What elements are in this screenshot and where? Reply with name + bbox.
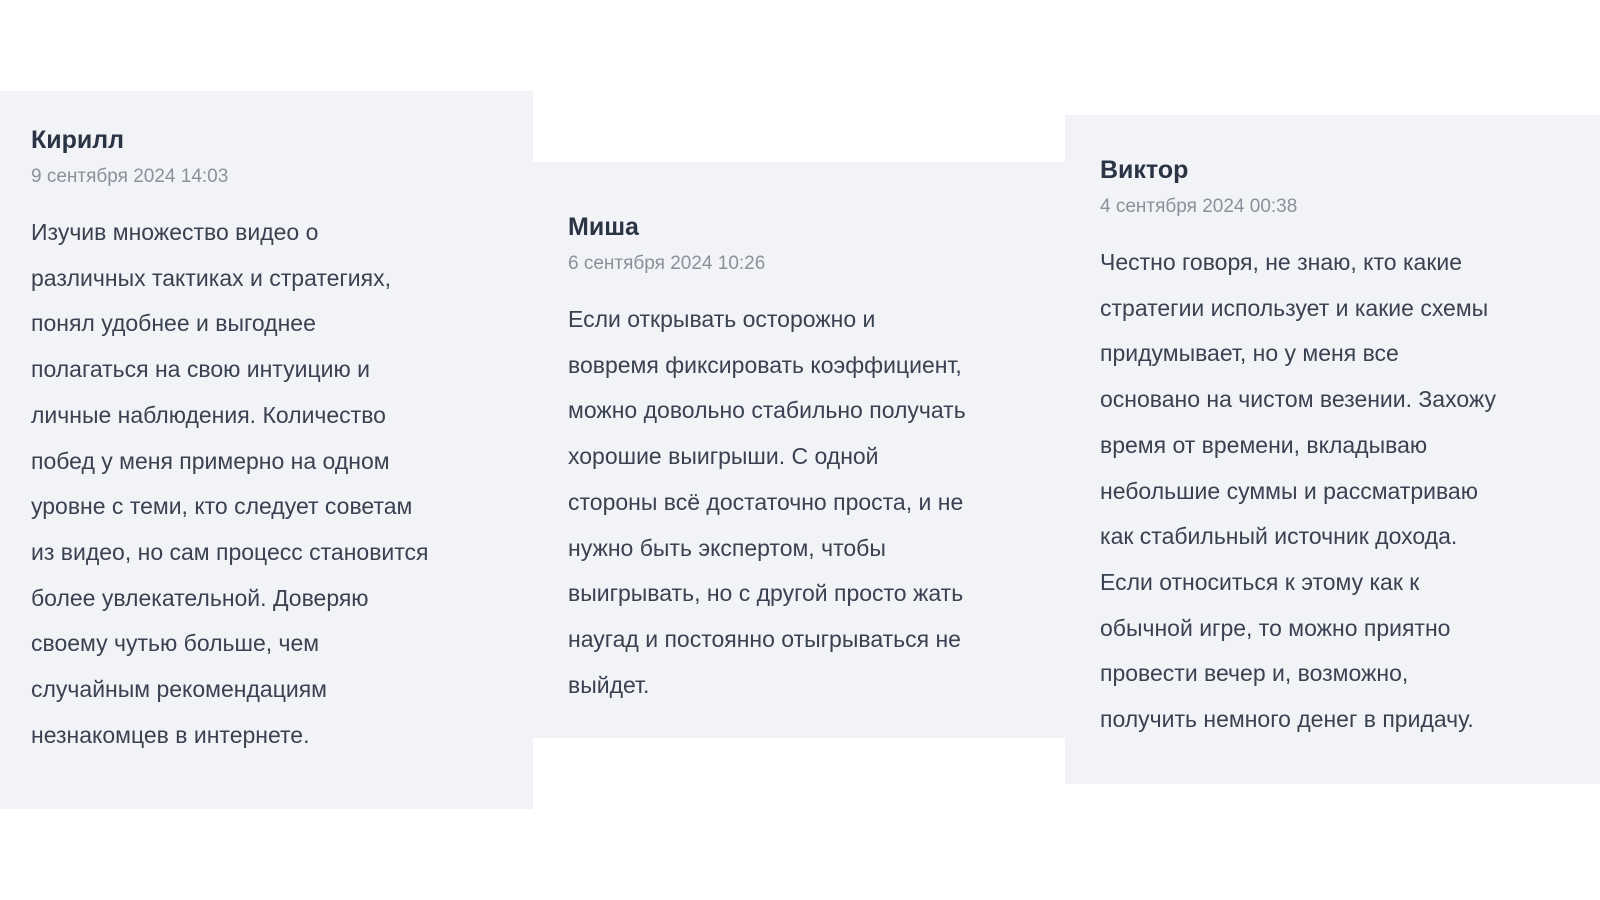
- review-date: 6 сентября 2024 10:26: [568, 253, 766, 274]
- review-text: [568, 297, 1035, 708]
- review-text-line: Если открывать осторожно и: [568, 306, 876, 332]
- review-text-line: побед у меня примерно на одном: [31, 447, 390, 474]
- review-text-line: как стабильный источник дохода.: [1100, 523, 1458, 550]
- review-text-line: основано на чистом везении. Захожу: [1100, 386, 1497, 413]
- review-text-line: обычной игре, то можно приятно: [1100, 614, 1451, 641]
- review-text-line: личные наблюдения. Количество: [31, 401, 386, 428]
- review-text-line: более увлекательной. Доверяю: [31, 584, 369, 611]
- review-text-line: Изучив множество видео о: [31, 219, 319, 245]
- review-text-line: вовремя фиксировать коэффициент,: [568, 351, 962, 378]
- review-text-line: стороны всё достаточно проста, и не: [568, 488, 964, 515]
- review-text-line: уровне с теми, кто следует советам: [31, 493, 413, 520]
- review-text-line: из видео, но сам процесс становится: [31, 538, 429, 565]
- review-text-line: незнакомцев в интернете.: [31, 721, 310, 748]
- review-text-line: выйдет.: [568, 671, 650, 698]
- review-text-line: небольшие суммы и рассматриваю: [1100, 477, 1478, 504]
- review-text-line: нужно быть экспертом, чтобы: [568, 534, 886, 561]
- review-text-line: выигрывать, но с другой просто жать: [568, 580, 964, 607]
- review-date: 9 сентября 2024 14:03: [31, 166, 229, 187]
- review-text-line: придумывает, но у меня все: [1100, 340, 1399, 367]
- review-text-line: различных тактиках и стратегиях,: [31, 264, 392, 291]
- review-text-line: получить немного денег в придачу.: [1100, 706, 1474, 733]
- review-card-viktor: [1065, 115, 1600, 784]
- review-text-line: случайным рекомендациям: [31, 676, 327, 703]
- review-text: [31, 210, 503, 758]
- review-text-line: Честно говоря, не знаю, кто какие: [1100, 249, 1463, 275]
- review-text-line: провести вечер и, возможно,: [1100, 660, 1409, 687]
- review-text-line: стратегии использует и какие схемы: [1100, 294, 1489, 321]
- review-card-misha: [533, 162, 1065, 738]
- review-author: Кирилл: [31, 126, 125, 154]
- review-text-line: можно довольно стабильно получать: [568, 397, 966, 424]
- review-text-line: понял удобнее и выгоднее: [31, 310, 316, 337]
- review-author: Миша: [568, 213, 639, 241]
- review-author: Виктор: [1100, 156, 1189, 184]
- review-text-line: Если относиться к этому как к: [1100, 568, 1420, 595]
- review-text-line: полагаться на свою интуицию и: [31, 356, 370, 383]
- review-date: 4 сентября 2024 00:38: [1100, 196, 1298, 217]
- review-text: [1100, 240, 1580, 743]
- review-text-line: своему чутью больше, чем: [31, 630, 320, 657]
- review-text-line: наугад и постоянно отыгрываться не: [568, 625, 961, 652]
- review-card-kirill: [0, 91, 533, 809]
- review-text-line: время от времени, вкладываю: [1100, 431, 1428, 458]
- review-text-line: хорошие выигрыши. С одной: [568, 443, 879, 470]
